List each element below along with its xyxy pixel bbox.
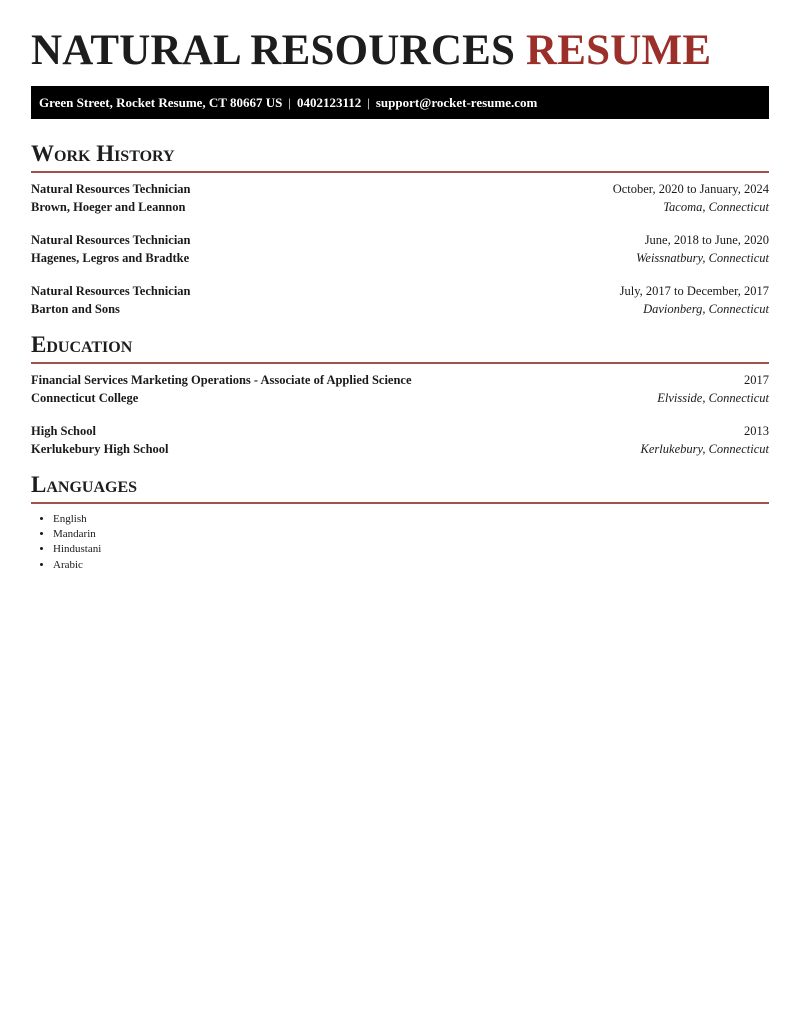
education-school: Kerlukebury High School: [31, 441, 169, 456]
education-location: Kerlukebury, Connecticut: [640, 441, 769, 456]
job-location: Weissnatbury, Connecticut: [636, 250, 769, 265]
languages-section: [31, 472, 769, 573]
job-position: Natural Resources Technician: [31, 182, 191, 196]
job-company: Brown, Hoeger and Leannon: [31, 199, 186, 214]
title-main: NATURAL RESOURCES: [31, 27, 516, 74]
education-entry: [31, 372, 769, 407]
section-title-education: Education: [31, 332, 769, 364]
resume-title: [31, 28, 769, 74]
title-accent: RESUME: [526, 27, 712, 74]
education-year: 2013: [744, 424, 769, 438]
section-title-work-history: Work History: [31, 141, 769, 173]
contact-address: Green Street, Rocket Resume, CT 80667 US: [39, 95, 283, 110]
education-school: Connecticut College: [31, 390, 139, 405]
education-year: 2017: [744, 373, 769, 387]
languages-list: [31, 512, 769, 573]
section-title-languages: Languages: [31, 472, 769, 504]
job-position: Natural Resources Technician: [31, 233, 191, 247]
work-entry: [31, 181, 769, 216]
language-item: • Arabic: [53, 558, 769, 573]
contact-separator: |: [288, 95, 291, 110]
job-company: Hagenes, Legros and Bradtke: [31, 250, 190, 265]
job-location: Davionberg, Connecticut: [643, 301, 769, 316]
education-location: Elvisside, Connecticut: [657, 390, 769, 405]
language-item: • Hindustani: [53, 542, 769, 557]
job-location: Tacoma, Connecticut: [663, 199, 769, 214]
education-section: [31, 332, 769, 458]
work-history-section: [31, 141, 769, 318]
contact-phone: 0402123112: [296, 95, 362, 110]
education-degree: High School: [31, 424, 96, 438]
contact-separator: |: [367, 95, 370, 110]
job-company: Barton and Sons: [31, 301, 120, 316]
job-dates: July, 2017 to December, 2017: [619, 284, 769, 298]
language-item: • English: [53, 512, 769, 527]
job-dates: June, 2018 to June, 2020: [644, 233, 769, 247]
language-item: • Mandarin: [53, 527, 769, 542]
job-position: Natural Resources Technician: [31, 284, 191, 298]
contact-email[interactable]: support@rocket-resume.com: [375, 95, 538, 110]
work-entry: [31, 283, 769, 318]
education-degree: Financial Services Marketing Operations - Associate of Applied Science: [31, 373, 412, 387]
education-entry: [31, 423, 769, 458]
job-dates: October, 2020 to January, 2024: [612, 182, 769, 196]
work-entry: [31, 232, 769, 267]
contact-bar: [31, 86, 769, 119]
